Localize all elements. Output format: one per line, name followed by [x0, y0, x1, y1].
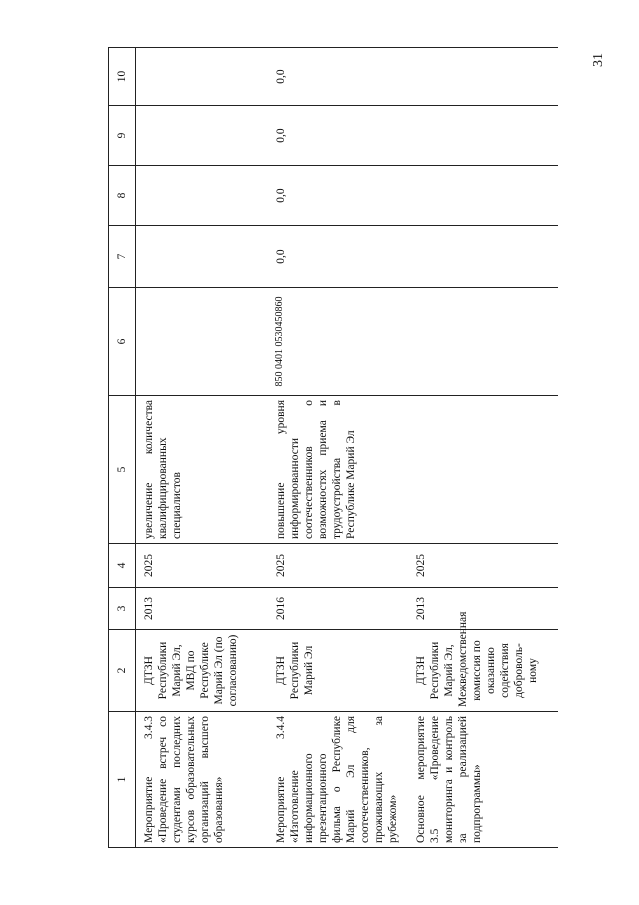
header-row [109, 48, 136, 848]
end-year: 2025 [136, 544, 268, 588]
expected-result [408, 396, 558, 544]
end-year: 2025 [268, 544, 408, 588]
value-col7: 0,0 [268, 226, 408, 288]
value-col8: 0,0 [268, 166, 408, 226]
executor: ДТЗН Республики Марий Эл, Межведомственная комиссия по оказанию содействия доброволь-ному [408, 630, 558, 712]
measure-name: Основное мероприятие 3.5 «Проведение мониторинга и контроль за реализацией подпрограммы» [408, 712, 558, 848]
page-number: 31 [591, 53, 606, 67]
start-year: 2013 [408, 588, 558, 630]
header-cell: 8 [109, 166, 136, 226]
rotated-table-container [108, 48, 556, 848]
value-col10 [408, 48, 558, 106]
executor: ДТЗН Республики Марий Эл, МВД по Республике Марий Эл (по согласованию) [136, 630, 268, 712]
expected-result: повышение уровня информированности соотечественников о возможностях приема и трудоустройства в Республике Марий Эл [268, 396, 408, 544]
value-col8 [408, 166, 558, 226]
value-col8 [136, 166, 268, 226]
start-year: 2013 [136, 588, 268, 630]
end-year: 2025 [408, 544, 558, 588]
table-row [408, 48, 558, 848]
header-cell: 7 [109, 226, 136, 288]
value-col7 [136, 226, 268, 288]
header-cell: 10 [109, 48, 136, 106]
expected-result: увеличение количества квалифицированных специалистов [136, 396, 268, 544]
table-row [268, 48, 408, 848]
start-year: 2016 [268, 588, 408, 630]
header-cell: 5 [109, 396, 136, 544]
header-cell: 1 [109, 712, 136, 848]
header-cell: 4 [109, 544, 136, 588]
value-col7 [408, 226, 558, 288]
header-cell: 3 [109, 588, 136, 630]
program-table [108, 47, 558, 848]
value-col9: 0,0 [268, 106, 408, 166]
header-cell: 6 [109, 288, 136, 396]
value-col10: 0,0 [268, 48, 408, 106]
table-row [136, 48, 268, 848]
measure-name: Мероприятие 3.4.4 «Изготовление информационного презентационного фильма о Республике Марий Эл для соотечественников, проживающих за рубежом» [268, 712, 408, 848]
value-col10 [136, 48, 268, 106]
budget-code [408, 288, 558, 396]
budget-code: 850 0401 0530450860 [268, 288, 408, 396]
value-col9 [136, 106, 268, 166]
value-col9 [408, 106, 558, 166]
budget-code [136, 288, 268, 396]
header-cell: 9 [109, 106, 136, 166]
header-cell: 2 [109, 630, 136, 712]
executor: ДТЗН Республики Марий Эл [268, 630, 408, 712]
measure-name: Мероприятие 3.4.3 «Проведение встреч со студентами последних курсов образовательных организаций высшего образования» [136, 712, 268, 848]
